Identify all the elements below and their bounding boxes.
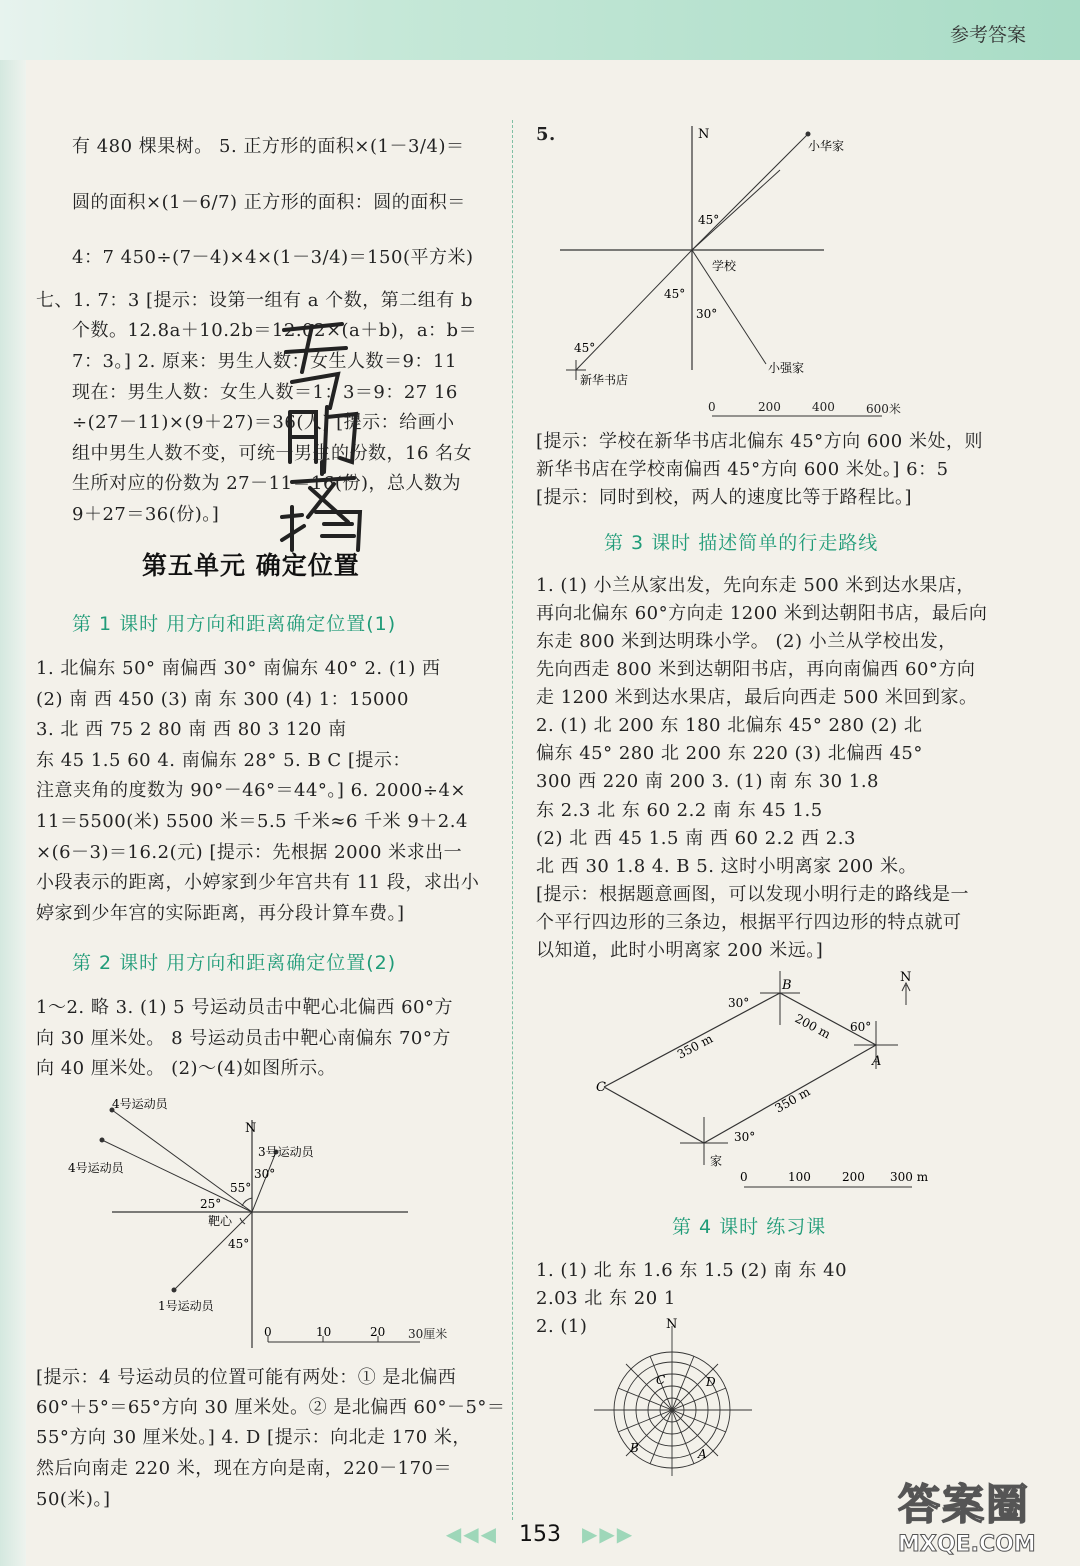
lesson3-line-3: 东走 800 米到达明珠小学。 (2) 小兰从学校出发， bbox=[536, 631, 957, 652]
left-line-1: 有 480 棵果树。 5. 正方形的面积×(1－3/4)＝ bbox=[72, 136, 465, 157]
lesson1-line-7: ×(6－3)＝16.2(元) [提示：先根据 2000 米求出一 bbox=[36, 842, 463, 863]
lesson3-line-5: 走 1200 米到达水果店，最后向西走 500 米回到家。 bbox=[536, 687, 978, 708]
fig3-a60: 60° bbox=[850, 1020, 872, 1034]
fig1-scale-0: 0 bbox=[264, 1325, 272, 1339]
fig3-scale-300: 300 m bbox=[890, 1170, 929, 1184]
left-edge-strip bbox=[0, 60, 26, 1566]
fig1-north: N bbox=[245, 1121, 257, 1136]
lesson1-line-3: 3. 北 西 75 2 80 南 西 80 3 120 南 bbox=[36, 719, 347, 740]
page-number: 153 bbox=[519, 1522, 561, 1547]
left-line-2: 圆的面积×(1－6/7) 正方形的面积：圆的面积＝ bbox=[72, 192, 466, 213]
left-line-3: 4：7 450÷(7－4)×4×(1－3/4)＝150(平方米) bbox=[72, 247, 474, 268]
fig3-home: 家 bbox=[710, 1154, 723, 1168]
fig4-north: N bbox=[666, 1317, 678, 1332]
lesson3-line-12: [提示：根据题意画图，可以发现小明行走的路线是一 bbox=[536, 884, 970, 905]
target-diagram bbox=[40, 1090, 420, 1360]
fig3-d350a: 350 m bbox=[674, 1031, 716, 1062]
fig1-a25: 25° bbox=[200, 1197, 222, 1211]
fig1-p1: 1号运动员 bbox=[158, 1299, 214, 1313]
lesson3-line-13: 个平行四边形的三条边，根据平行四边形的特点就可 bbox=[536, 912, 962, 933]
hint-line-2: 新华书店在学校南偏西 45°方向 600 米处。] 6：5 bbox=[536, 459, 949, 480]
q5-label: 5. bbox=[536, 124, 556, 145]
watermark-text: 答案圈 bbox=[898, 1480, 1031, 1529]
fig3-a30top: 30° bbox=[728, 996, 750, 1010]
handwriting-mark bbox=[272, 312, 372, 552]
fig1-p4a: 4号运动员 bbox=[112, 1097, 168, 1111]
school-diagram bbox=[552, 120, 892, 420]
fig2-scale-400: 400 bbox=[812, 400, 835, 414]
fig3-B: B bbox=[782, 978, 792, 993]
lesson3-line-8: 300 西 220 南 200 3. (1) 南 东 30 1.8 bbox=[536, 771, 879, 792]
lesson4-line-3: 2. (1) bbox=[536, 1316, 588, 1337]
lesson3-line-10: (2) 北 西 45 1.5 南 西 60 2.2 西 2.3 bbox=[536, 828, 856, 849]
left-line-7: 现在：男生人数：女生人数＝1：3＝9：27 16 bbox=[72, 382, 458, 403]
bottom-line-4: 然后向南走 220 米，现在方向是南，220－170＝ bbox=[36, 1458, 453, 1479]
fig2-a45store: 45° bbox=[574, 341, 596, 355]
lesson1-line-4: 东 45 1.5 60 4. 南偏东 28° 5. B C [提示： bbox=[36, 750, 411, 771]
lesson2-line-2: 向 30 厘米处。 8 号运动员击中靶心南偏东 70°方 bbox=[36, 1028, 451, 1049]
fig1-scale-30: 30厘米 bbox=[408, 1327, 448, 1341]
lesson2-line-3: 向 40 厘米处。 (2)～(4)如图所示。 bbox=[36, 1058, 337, 1079]
watermark-logo bbox=[898, 1472, 1068, 1562]
lesson3-line-4: 先向西走 800 米到达朝阳书店，再向南偏西 60°方向 bbox=[536, 659, 976, 680]
hint-line-1: [提示：学校在新华书店北偏东 45°方向 600 米处，则 bbox=[536, 431, 983, 452]
left-line-11: 9＋27＝36(份)。] bbox=[72, 504, 220, 525]
fig2-school: 学校 bbox=[712, 259, 737, 273]
fig2-a45mid: 45° bbox=[664, 287, 686, 301]
fig3-C: C bbox=[596, 1080, 606, 1095]
lesson1-line-9: 婷家到少年宫的实际距离，再分段计算车费。] bbox=[36, 903, 405, 924]
fig3-A: A bbox=[872, 1054, 882, 1069]
lesson1-line-2: (2) 南 西 450 (3) 南 东 300 (4) 1：15000 bbox=[36, 689, 409, 710]
bottom-line-5: 50(米)。] bbox=[36, 1489, 111, 1510]
fig3-d350b: 350 m bbox=[772, 1084, 813, 1116]
corner-label: 参考答案 bbox=[949, 24, 1026, 46]
lesson1-line-5: 注意夹角的度数为 90°－46°＝44°。] 6. 2000÷4× bbox=[36, 780, 466, 801]
bottom-line-1: [提示：4 号运动员的位置可能有两处：① 是北偏西 bbox=[36, 1367, 457, 1388]
fig2-scale-600: 600米 bbox=[866, 402, 901, 416]
fig4-D: D bbox=[706, 1375, 716, 1389]
fig3-north: N bbox=[900, 970, 912, 985]
unit-title: 第五单元 确定位置 bbox=[142, 551, 360, 580]
fig2-a30: 30° bbox=[696, 307, 718, 321]
fig1-scale-20: 20 bbox=[370, 1325, 386, 1339]
fig2-home-xq: 小强家 bbox=[768, 361, 805, 375]
left-line-5: 个数。12.8a＋10.2b＝12.02×(a＋b)，a：b＝ bbox=[72, 320, 478, 341]
fig1-a45: 45° bbox=[228, 1237, 250, 1251]
fig4-B: B bbox=[630, 1441, 639, 1455]
fig2-scale-0: 0 bbox=[708, 400, 716, 414]
hint-line-3: [提示：同时到校，两人的速度比等于路程比。] bbox=[536, 487, 913, 508]
fig1-p3: 3号运动员 bbox=[258, 1145, 314, 1159]
lesson4-line-2: 2.03 北 东 20 1 bbox=[536, 1288, 676, 1309]
fig1-a30: 30° bbox=[254, 1167, 276, 1181]
fig3-scale-0: 0 bbox=[740, 1170, 748, 1184]
fig4-C: C bbox=[656, 1373, 666, 1387]
left-line-6: 7：3。] 2. 原来：男生人数：女生人数＝9：11 bbox=[72, 351, 457, 372]
watermark-url: MXQE.COM bbox=[898, 1532, 1036, 1557]
column-divider bbox=[512, 120, 513, 1520]
lesson3-line-2: 再向北偏东 60°方向走 1200 米到达朝阳书店，最后向 bbox=[536, 603, 988, 624]
left-line-10: 生所对应的份数为 27－11＝16(份)，总人数为 bbox=[72, 473, 461, 494]
lesson3-line-9: 东 2.3 北 东 60 2.2 南 东 45 1.5 bbox=[536, 800, 823, 821]
fig2-home-xh: 小华家 bbox=[808, 139, 845, 153]
lesson1-title: 第 1 课时 用方向和距离确定位置(1) bbox=[72, 613, 397, 635]
fig1-a55: 55° bbox=[230, 1181, 252, 1195]
lesson4-line-1: 1. (1) 北 东 1.6 东 1.5 (2) 南 东 40 bbox=[536, 1260, 848, 1281]
polar-target-diagram bbox=[590, 1312, 760, 1482]
fig4-A: A bbox=[698, 1447, 707, 1461]
fig1-p4b: 4号运动员 bbox=[68, 1161, 124, 1175]
fig2-scale-200: 200 bbox=[758, 400, 781, 414]
header-band bbox=[0, 0, 1080, 60]
bottom-line-2: 60°＋5°＝65°方向 30 厘米处。② 是北偏西 60°－5°＝ bbox=[36, 1397, 506, 1418]
fig3-a30bot: 30° bbox=[734, 1130, 756, 1144]
prev-arrows: ◀◀◀ bbox=[445, 1522, 498, 1546]
fig1-center: 靶心 bbox=[208, 1214, 233, 1228]
bottom-line-3: 55°方向 30 厘米处。] 4. D [提示：向北走 170 米， bbox=[36, 1427, 471, 1448]
fig3-scale-100: 100 bbox=[788, 1170, 811, 1184]
lesson3-title: 第 3 课时 描述简单的行走路线 bbox=[604, 532, 879, 554]
next-arrows: ▶▶▶ bbox=[582, 1522, 635, 1546]
fig2-north: N bbox=[698, 127, 710, 142]
lesson3-line-14: 以知道，此时小明离家 200 米远。] bbox=[536, 940, 824, 961]
lesson2-line-1: 1～2. 略 3. (1) 5 号运动员击中靶心北偏西 60°方 bbox=[36, 997, 453, 1018]
route-diagram bbox=[580, 965, 940, 1195]
lesson3-line-7: 偏东 45° 280 北 200 东 220 (3) 北偏西 45° bbox=[536, 743, 923, 764]
lesson1-line-8: 小段表示的距离，小婷家到少年宫共有 11 段，求出小 bbox=[36, 872, 480, 893]
fig1-scale-10: 10 bbox=[316, 1325, 332, 1339]
lesson3-line-11: 北 西 30 1.8 4. B 5. 这时小明离家 200 米。 bbox=[536, 856, 917, 877]
lesson2-title: 第 2 课时 用方向和距离确定位置(2) bbox=[72, 952, 397, 974]
lesson4-title: 第 4 课时 练习课 bbox=[672, 1216, 827, 1238]
fig2-a45top: 45° bbox=[698, 213, 720, 227]
left-line-4: 七、1. 7：3 [提示：设第一组有 a 个数，第二组有 b bbox=[36, 290, 473, 311]
fig3-d200: 200 m bbox=[792, 1011, 833, 1042]
lesson1-line-6: 11＝5500(米) 5500 米＝5.5 千米≈6 千米 9＋2.4 bbox=[36, 811, 468, 832]
left-line-8: ÷(27－11)×(9＋27)＝36(人) [提示：给画小 bbox=[72, 412, 455, 433]
fig3-scale-200: 200 bbox=[842, 1170, 865, 1184]
left-line-9: 组中男生人数不变，可统一男生的份数，16 名女 bbox=[72, 443, 473, 464]
lesson1-line-1: 1. 北偏东 50° 南偏西 30° 南偏东 40° 2. (1) 西 bbox=[36, 658, 441, 679]
lesson3-line-6: 2. (1) 北 200 东 180 北偏东 45° 280 (2) 北 bbox=[536, 715, 923, 736]
lesson3-line-1: 1. (1) 小兰从家出发，先向东走 500 米到达水果店， bbox=[536, 575, 975, 596]
fig2-store: 新华书店 bbox=[580, 373, 629, 387]
